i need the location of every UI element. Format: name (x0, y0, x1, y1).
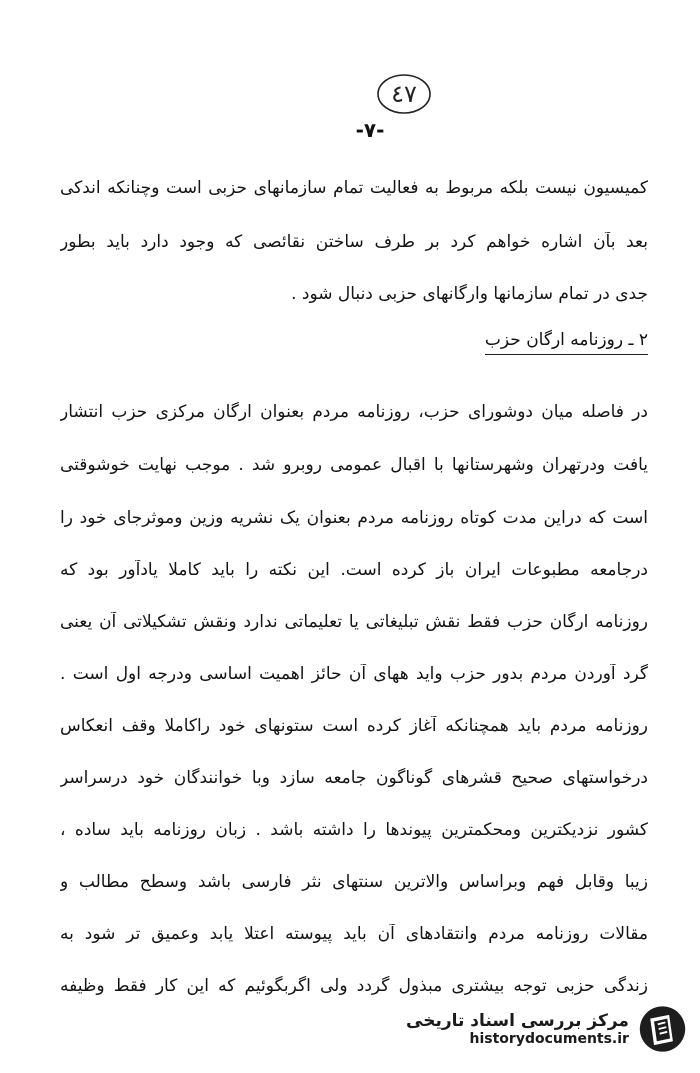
text-line: در فاصله میان دوشورای حزب، روزنامه مردم بعنوان ارگان مرکزی حزب انتشار (60, 402, 648, 422)
text-line: زندگی حزبی توجه بیشتری مبذول گردد ولی اگربگوئیم که این کار فقط وظیفه (60, 976, 648, 996)
text-line: گرد آوردن مردم بدور حزب واید ههای آن حائز اهمیت اساسی ودرجه اول است . (60, 664, 648, 684)
text-line: کمیسیون نیست بلکه مربوط به فعالیت تمام سازمانهای حزبی است وچنانکه اندکی (60, 178, 648, 198)
archive-number: ٤٧ (391, 80, 417, 108)
text-line: روزنامه مردم باید همچنانکه آغاز کرده است ستونهای خود راکاملا وقف انعکاس (60, 716, 648, 736)
watermark-text (406, 1011, 629, 1047)
section-heading: ۲ ـ روزنامه ارگان حزب (485, 330, 648, 355)
text-line: یافت ودرتهران وشهرستانها با اقبال عمومی روبرو شد . موجب نهایت خوشوقتی (60, 455, 648, 475)
watermark-url: historydocuments.ir (469, 1031, 629, 1047)
archive-number-stamp (375, 72, 433, 116)
archive-watermark (406, 999, 688, 1059)
text-line: روزنامه ارگان حزب فقط نقش تبلیغاتی یا تعلیماتی ندارد ونقش تشکیلاتی آن یعنی (60, 612, 648, 632)
page-number: -٧- (355, 118, 385, 142)
text-line: مقالات روزنامه مردم وانتقادهای آن باید پیوسته اعتلا یابد وعمیق تر شود به (60, 924, 648, 944)
watermark-title: مرکز بررسی اسناد تاریخی (406, 1011, 629, 1031)
text-line: است که دراین مدت کوتاه روزنامه مردم بعنوان یک نشریه وزین وموثرجای خود را (60, 508, 648, 528)
archive-logo-icon (637, 1002, 688, 1056)
text-line: کشور نزدیکترین ومحکمترین پیوندها را داشته باشد . زبان روزنامه باید ساده ، (60, 820, 648, 840)
text-line: درجامعه مطبوعات ایران باز کرده است. این نکته را باید کاملا یادآور بود که (60, 560, 648, 580)
text-line: درخواستهای صحیح قشرهای گوناگون جامعه سازد وبا خوانندگان خود درسراسر (60, 768, 648, 788)
text-line: جدی در تمام سازمانها وارگانهای حزبی دنبال شود . (291, 284, 648, 304)
text-line: بعد بآن اشاره خواهم کرد بر طرف ساختن نقائصی که وجود دارد باید بطور (60, 232, 648, 252)
text-line: زیبا وقابل فهم وبراساس والاترین سنتهای نثر فارسی باشد وسطح مطالب و (60, 872, 648, 892)
